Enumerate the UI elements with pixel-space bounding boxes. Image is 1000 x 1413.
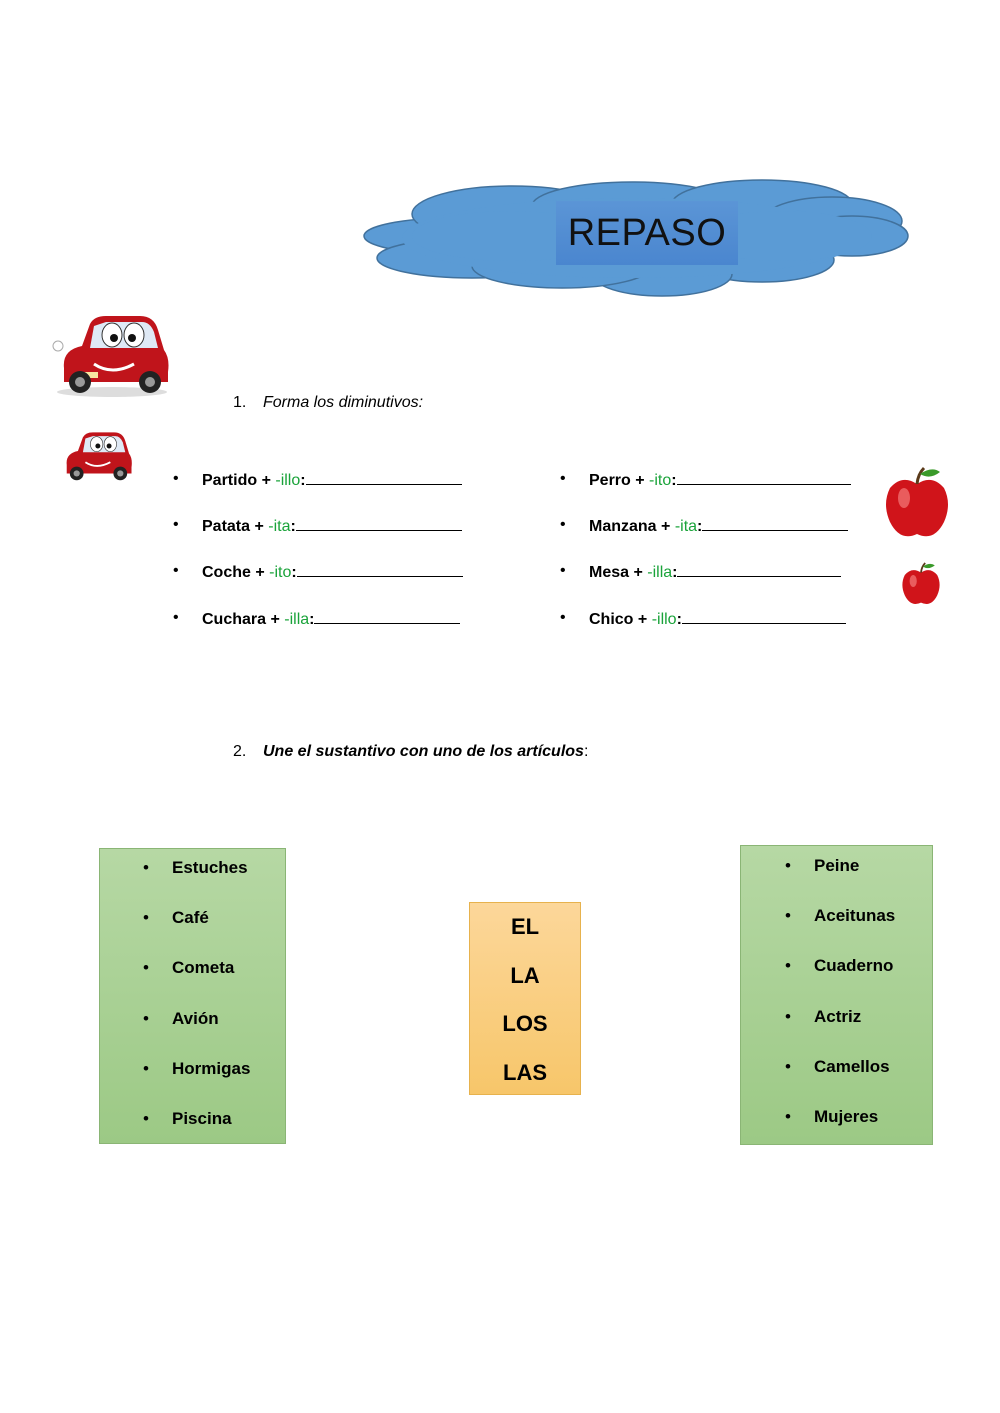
list-item[interactable]: • Hormigas — [143, 1058, 251, 1078]
list-item[interactable]: • Peine — [785, 856, 860, 875]
answer-blank[interactable] — [677, 470, 851, 485]
diminutive-item: • Patata + -ita: — [202, 516, 462, 536]
diminutive-item: • Partido + -illo: — [202, 470, 462, 490]
instruction-text: Forma los diminutivos: — [263, 394, 424, 411]
list-item[interactable]: • Camellos — [785, 1056, 890, 1076]
list-item[interactable]: • Actriz — [785, 1006, 862, 1026]
page-title: REPASO — [556, 201, 738, 265]
article-option[interactable]: LOS — [502, 1011, 548, 1036]
article-option[interactable]: LAS — [503, 1059, 547, 1085]
article-option[interactable]: EL — [510, 914, 540, 939]
diminutive-item: • Mesa + -illa: — [589, 562, 841, 582]
left-nouns-box — [99, 848, 286, 1144]
answer-blank[interactable] — [297, 562, 463, 577]
list-item[interactable]: • Avión — [143, 1008, 219, 1028]
answer-blank[interactable] — [702, 516, 848, 531]
exercise-number: 2. — [233, 743, 247, 760]
exercise-1-instruction — [233, 394, 423, 412]
diminutive-item: • Chico + -illo: — [589, 609, 846, 629]
articles-box — [469, 902, 581, 1095]
diminutive-item: • Coche + -ito: — [202, 562, 463, 582]
exercise-number: 1. — [233, 394, 247, 411]
answer-blank[interactable] — [296, 516, 462, 531]
list-item[interactable]: • Aceitunas — [785, 906, 896, 926]
exercise-2-instruction: 2. Une el sustantivo con uno de los artículos: — [233, 743, 589, 760]
answer-blank[interactable] — [314, 609, 460, 624]
list-item[interactable]: • Mujeres — [785, 1106, 879, 1126]
answer-blank[interactable] — [306, 470, 462, 485]
list-item[interactable]: • Piscina — [143, 1108, 232, 1128]
diminutive-item: • Perro + -ito: — [589, 470, 851, 490]
right-nouns-box — [740, 845, 933, 1145]
article-option[interactable]: LA — [510, 962, 540, 988]
apple-icon — [900, 560, 942, 608]
list-item[interactable]: • Café — [143, 908, 209, 928]
diminutive-item: • Manzana + -ita: — [589, 516, 848, 536]
list-item[interactable]: • Estuches — [143, 858, 248, 877]
apple-icon — [882, 464, 952, 542]
car-cartoon-icon — [50, 310, 172, 398]
answer-blank[interactable] — [682, 609, 846, 624]
list-item[interactable]: • Cuaderno — [785, 956, 894, 976]
answer-blank[interactable] — [677, 562, 841, 577]
instruction-text: Une el sustantivo con uno de los artículos — [263, 743, 584, 760]
car-cartoon-icon — [58, 428, 134, 484]
diminutive-item: • Cuchara + -illa: — [202, 609, 460, 629]
list-item[interactable]: • Cometa — [143, 958, 235, 978]
